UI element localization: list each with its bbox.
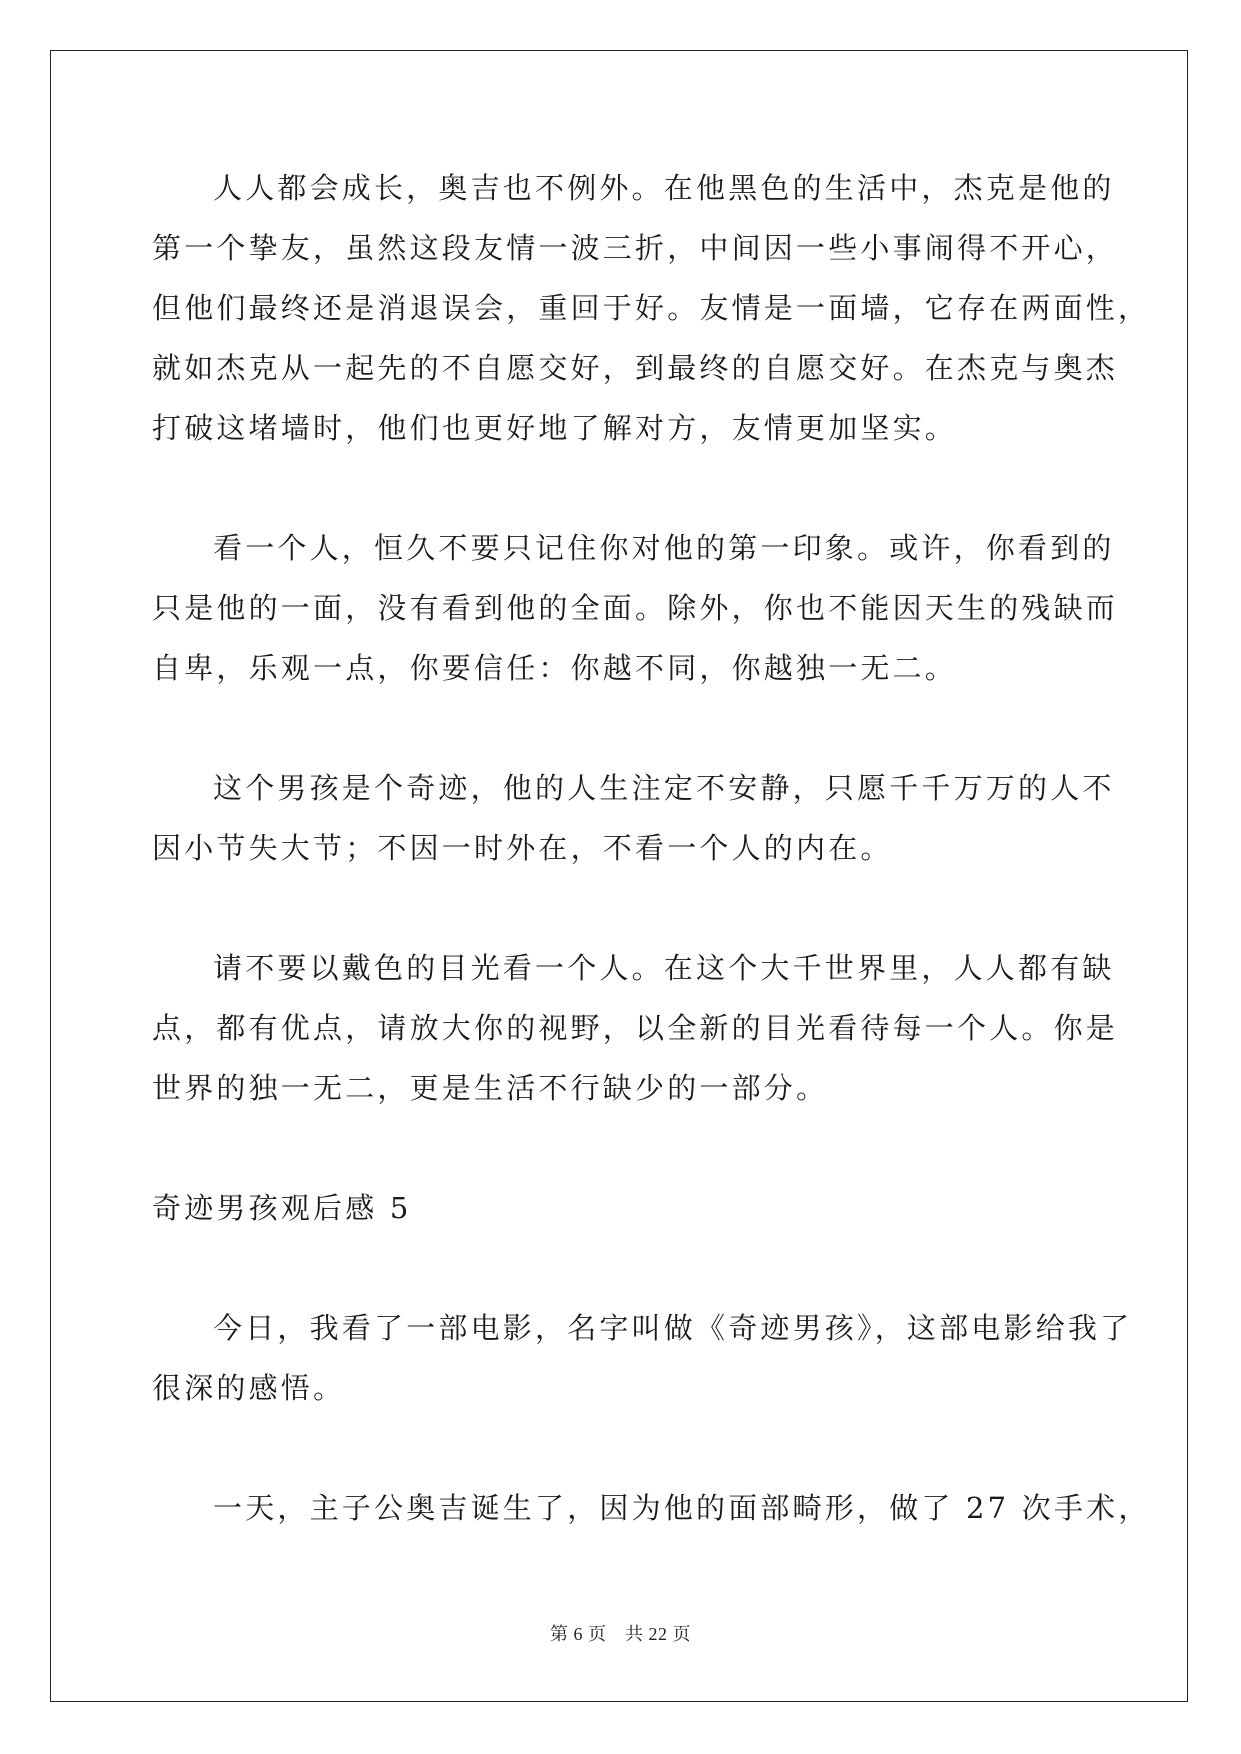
paragraph-line: 今日，我看了一部电影，名字叫做《奇迹男孩》，这部电影给我了 [213,1311,1133,1345]
paragraph-line: 第一个挚友，虽然这段友情一波三折，中间因一些小事闹得不开心， [152,231,1119,265]
paragraph-line: 点，都有优点，请放大你的视野，以全新的目光看待每一个人。你是 [152,1011,1119,1045]
paragraph-line: 因小节失大节；不因一时外在，不看一个人的内在。 [152,831,893,865]
paragraph-line: 只是他的一面，没有看到他的全面。除外，你也不能因天生的残缺而 [152,591,1119,625]
paragraph-line: 请不要以戴色的目光看一个人。在这个大千世界里，人人都有缺 [213,951,1115,985]
paragraph-line: 看一个人，恒久不要只记住你对他的第一印象。或许，你看到的 [213,531,1115,565]
paragraph-line: 很深的感悟。 [152,1371,346,1405]
paragraph-line: 自卑，乐观一点，你要信任：你越不同，你越独一无二。 [152,651,958,685]
paragraph-line: 一天，主子公奥吉诞生了，因为他的面部畸形，做了 27 次手术， [213,1491,1151,1525]
section-heading: 奇迹男孩观后感 5 [152,1191,412,1225]
paragraph-line: 就如杰克从一起先的不自愿交好，到最终的自愿交好。在杰克与奥杰 [152,351,1119,385]
paragraph-line: 打破这堵墙时，他们也更好地了解对方，友情更加坚实。 [152,411,958,445]
paragraph-line: 但他们最终还是消退误会，重回于好。友情是一面墙，它存在两面性， [152,291,1151,325]
paragraph-line: 世界的独一无二，更是生活不行缺少的一部分。 [152,1071,829,1105]
page-number-footer: 第 6 页 共 22 页 [550,1624,691,1644]
paragraph-line: 人人都会成长，奥吉也不例外。在他黑色的生活中，杰克是他的 [213,171,1115,205]
paragraph-line: 这个男孩是个奇迹，他的人生注定不安静，只愿千千万万的人不 [213,771,1115,805]
